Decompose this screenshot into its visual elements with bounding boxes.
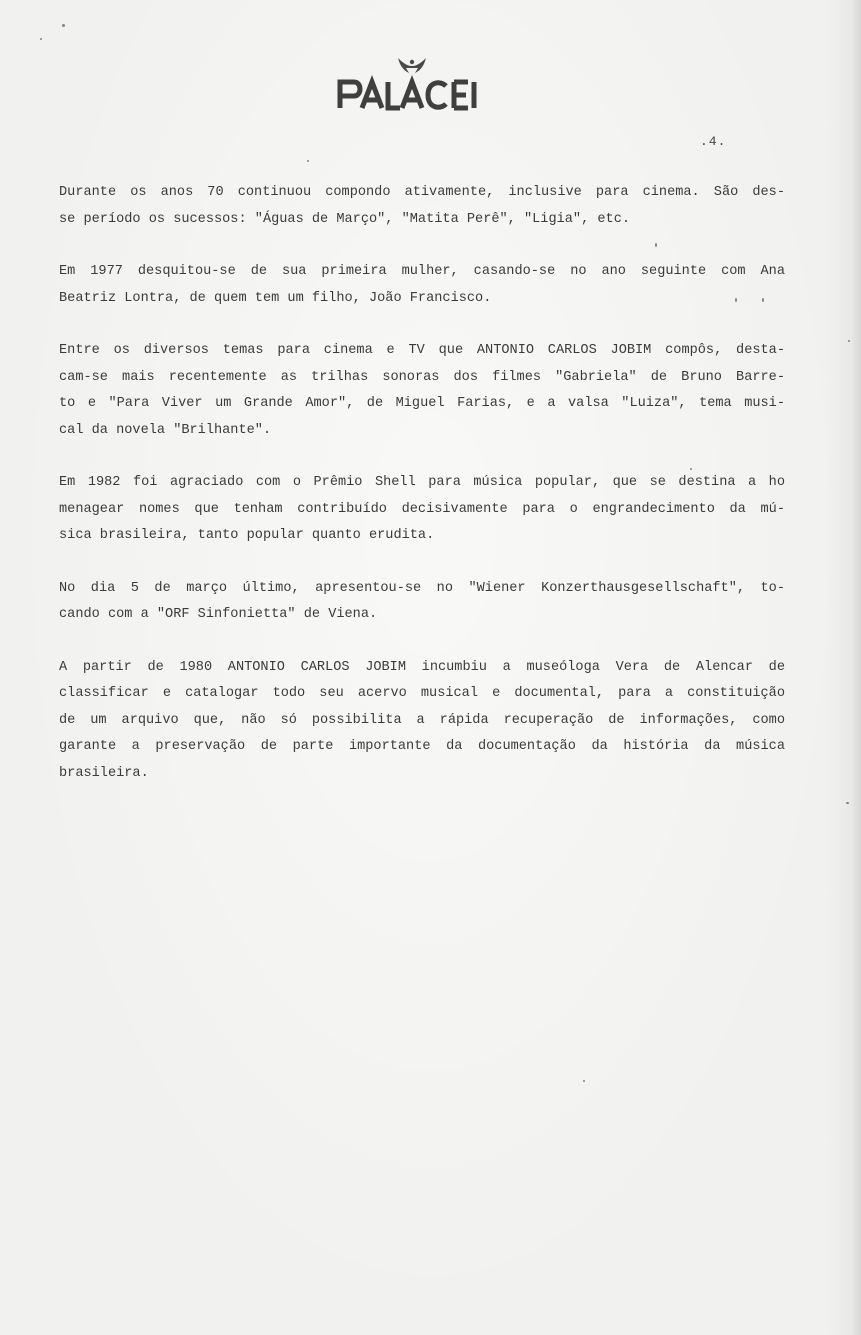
text-line: classificar e catalogar todo seu acervo musical e documental, para a constituição (59, 686, 785, 701)
paragraph-4 (59, 470, 785, 550)
text-line: Entre os diversos temas para cinema e TV que ANTONIO CARLOS JOBIM compôs, desta- (59, 343, 785, 358)
text-line: A partir de 1980 ANTONIO CARLOS JOBIM incumbiu a museóloga Vera de Alencar de (59, 659, 785, 675)
text-line: No dia 5 de março último, apresentou-se no "Wiener Konzerthausgesellschaft", to- (59, 580, 785, 596)
paragraph-5 (59, 576, 785, 629)
paper-speck (40, 38, 42, 40)
paper-speck (762, 298, 764, 302)
text-line: sica brasileira, tanto popular quanto erudita. (59, 528, 435, 543)
paper-speck (735, 298, 737, 302)
text-line: Beatriz Lontra, de quem tem um filho, João Francisco. (59, 290, 492, 306)
page-edge-shadow (851, 0, 861, 1335)
text-line: to e "Para Viver um Grande Amor", de Miguel Farias, e a valsa "Luiza", tema musi- (59, 396, 785, 411)
text-line: cando com a "ORF Sinfonietta" de Viena. (59, 607, 378, 622)
paragraph-6 (59, 655, 785, 788)
paper-speck (307, 160, 309, 162)
palace-logo (334, 56, 490, 112)
document-body (59, 180, 785, 813)
paper-speck (848, 340, 850, 342)
text-line: se período os sucessos: "Águas de Março", "Matita Perê", "Ligia", etc. (59, 211, 631, 227)
paragraph-2 (59, 259, 785, 312)
paper-speck (655, 243, 657, 247)
paragraph-3 (59, 338, 785, 444)
paper-speck (583, 1080, 585, 1082)
page-number: .4. (700, 134, 727, 149)
paper-speck (846, 802, 849, 804)
text-line: cam-se mais recentemente as trilhas sonoras dos filmes "Gabriela" de Bruno Barre- (59, 369, 785, 385)
text-line: de um arquivo que, não só possibilita a rápida recuperação de informações, como (59, 712, 785, 728)
paper-speck (62, 24, 65, 27)
text-line: garante a preservação de parte importante da documentação da história da música (59, 739, 785, 754)
text-line: Em 1982 foi agraciado com o Prêmio Shell para música popular, que se destina a ho (59, 475, 785, 490)
palace-logo-graphic (334, 56, 490, 112)
paragraph-1 (59, 180, 785, 233)
paper-speck (690, 468, 692, 470)
text-line: Em 1977 desquitou-se de sua primeira mulher, casando-se no ano seguinte com Ana (59, 264, 785, 279)
text-line: menagear nomes que tenham contribuído decisivamente para o engrandecimento da mú- (59, 501, 785, 517)
text-line: Durante os anos 70 continuou compondo ativamente, inclusive para cinema. São des- (59, 185, 785, 200)
text-line: cal da novela "Brilhante". (59, 422, 272, 438)
text-line: brasileira. (59, 765, 149, 781)
